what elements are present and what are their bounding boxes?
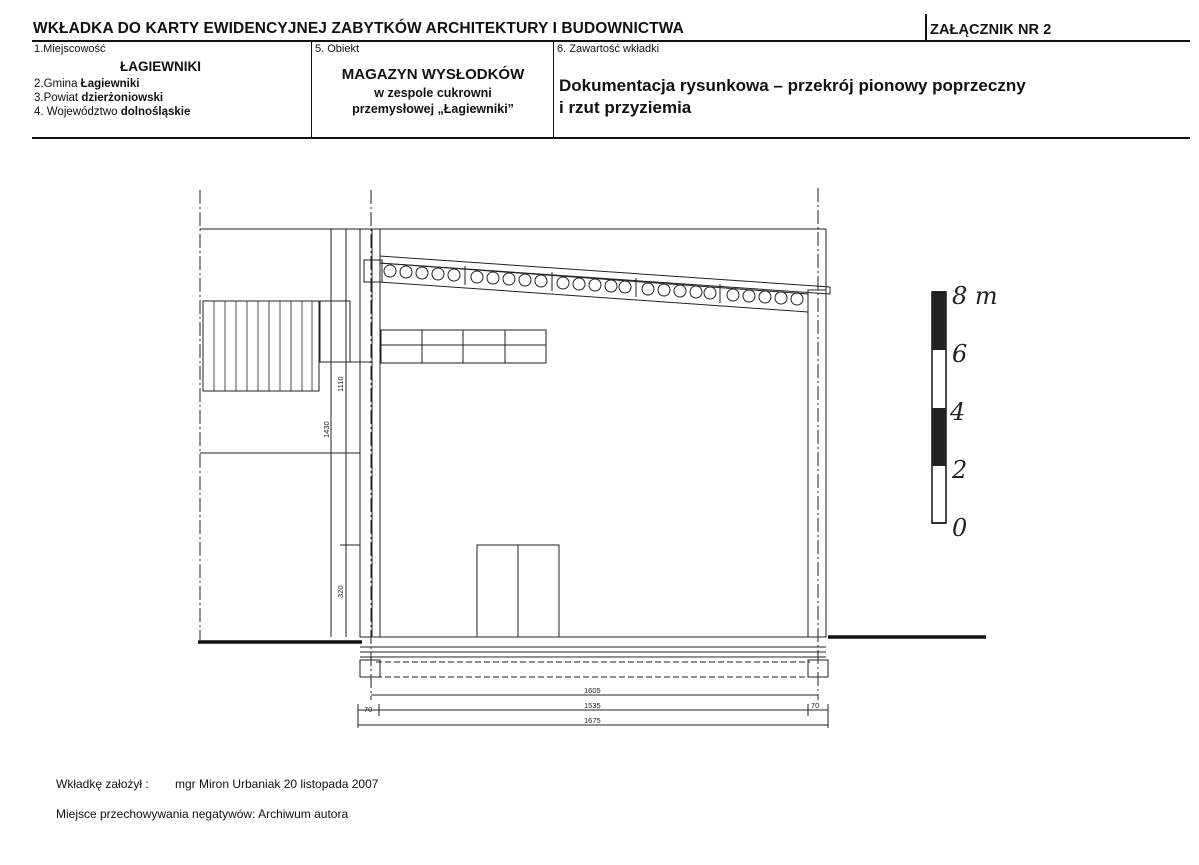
founded-by-label: Wkładkę założył : — [56, 777, 149, 791]
voivodeship-label: 4. Województwo — [34, 106, 121, 118]
powiat-value: dzierżoniowski — [81, 92, 164, 104]
roof-end-block — [364, 260, 382, 282]
scale-bar-dark-segment — [932, 408, 946, 466]
annex-label: ZAŁĄCZNIK NR 2 — [930, 22, 1052, 38]
object-label: 5. Obiekt — [315, 43, 360, 55]
right-column — [808, 290, 826, 637]
scale-label-0: 0 — [952, 514, 968, 542]
negatives-storage: Miejsce przechowywania negatywów: Archiwum autora — [56, 807, 349, 821]
content-line-1: Dokumentacja rysunkowa – przekrój pionowy poprzeczny — [559, 76, 1026, 95]
dim-1675: 1675 — [584, 716, 601, 725]
scale-label-8m: 8 m — [952, 282, 998, 310]
dim-1430: 1430 — [322, 421, 331, 438]
content-line-2: i rzut przyziemia — [559, 98, 692, 117]
dim-320: 320 — [336, 585, 345, 598]
voivodeship-value: dolnośląskie — [120, 106, 191, 118]
object-line-3: przemysłowej „Łagiewniki” — [352, 102, 514, 116]
scale-label-2: 2 — [952, 456, 968, 484]
dim-70-left: 70 — [364, 705, 373, 714]
document-title: WKŁADKA DO KARTY EWIDENCYJNEJ ZABYTKÓW ARCHITEKTURY I BUDOWNICTWA — [33, 20, 684, 37]
footing-left — [360, 660, 380, 677]
dim-1110: 1110 — [336, 376, 345, 392]
locality-label: 1.Miejscowość — [34, 43, 106, 55]
dim-70-right: 70 — [811, 701, 820, 710]
gmina-value: Łagiewniki — [80, 78, 140, 90]
content-label: 6. Zawartość wkładki — [557, 43, 660, 55]
dim-1535: 1535 — [584, 701, 601, 710]
scale-label-6: 6 — [952, 340, 968, 368]
powiat-label: 3.Powiat — [34, 92, 82, 104]
locality-value: ŁAGIEWNIKI — [120, 59, 201, 74]
hatching — [214, 301, 312, 391]
scale-label-4: 4 — [950, 398, 966, 426]
dim-1605: 1605 — [584, 686, 601, 695]
founded-by-value: mgr Miron Urbaniak 20 listopada 2007 — [175, 777, 379, 791]
object-line-2: w zespole cukrowni — [374, 86, 492, 100]
gmina-label: 2.Gmina — [34, 78, 81, 90]
object-name: MAGAZYN WYSŁODKÓW — [341, 66, 525, 83]
left-column — [360, 229, 380, 637]
scale-bar-dark-segment — [932, 292, 946, 350]
scale-bar — [932, 292, 946, 523]
